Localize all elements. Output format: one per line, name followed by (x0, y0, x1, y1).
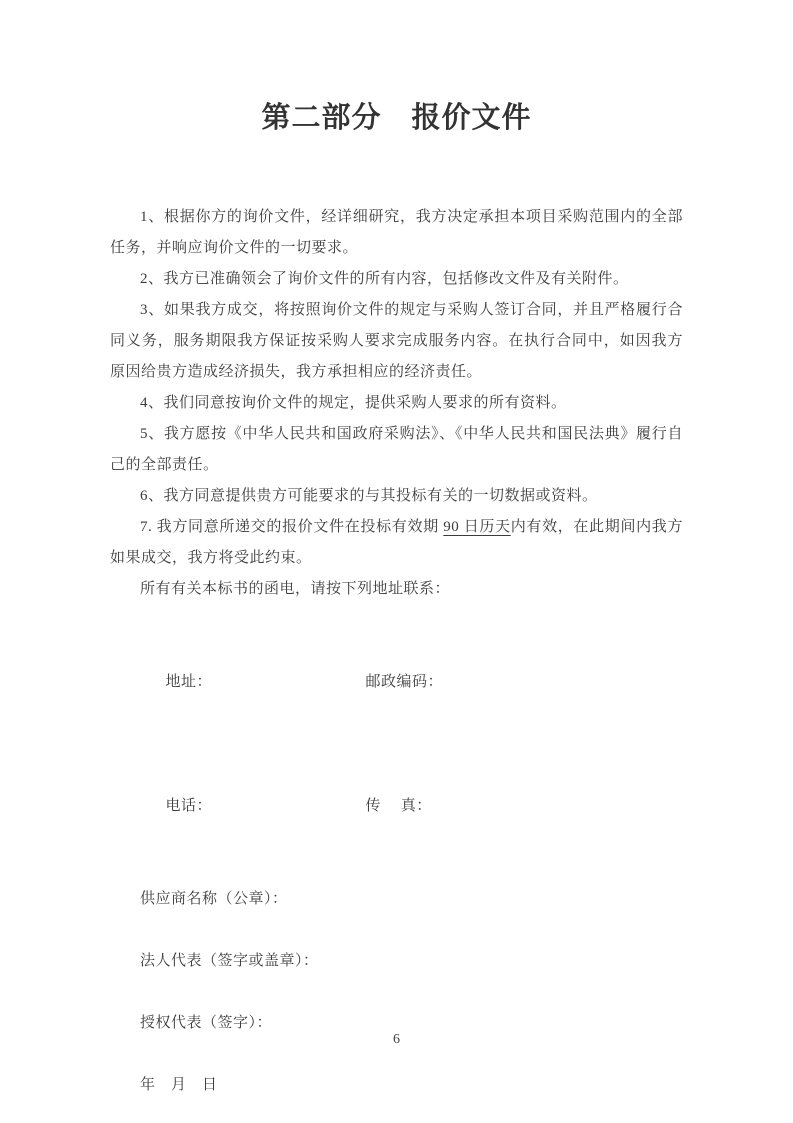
paragraph-7 (110, 512, 683, 574)
page-number: 6 (393, 1032, 400, 1047)
paragraph-7-tail: 内有效，在此期间内我方如果成交，我方将受此约束。 (110, 519, 683, 566)
paragraph-6: 6、我方同意提供贵方可能要求的与其投标有关的一切数据或资料。 (140, 488, 598, 504)
closing-sentence: 所有有关本标书的函电，请按下列地址联系： (140, 581, 451, 597)
authorized-representative-label: 授权代表（签字）： (140, 1015, 273, 1031)
validity-period-underlined: 90 日历天 (443, 519, 511, 535)
address-row (140, 636, 683, 729)
fax-label: 传 真： (365, 798, 432, 814)
paragraph-2: 2、我方已准确领会了询价文件的所有内容，包括修改文件及有关附件。 (140, 271, 629, 287)
address-label: 地址： (165, 674, 213, 690)
legal-representative-label: 法人代表（签字或盖章）： (140, 953, 319, 969)
document-body (110, 202, 683, 605)
phone-fax-row (140, 760, 683, 853)
supplier-name-label: 供应商名称（公章）： (140, 891, 288, 907)
paragraph-7-lead: 7. 我方同意所递交的报价文件在投标有效期 (140, 519, 444, 535)
paragraph-4: 4、我们同意按询价文件的规定，提供采购人要求的所有资料。 (140, 395, 567, 411)
postal-code-label: 邮政编码： (365, 674, 444, 690)
paragraph-1: 1、根据你方的询价文件，经详细研究，我方决定承担本项目采购范围内的全部任务，并响应询价文件的一切要求。 (110, 209, 683, 256)
page-title: 第二部分 报价文件 (261, 102, 532, 134)
date-label: 年 月 日 (140, 1077, 218, 1093)
phone-label: 电话： (165, 798, 213, 814)
paragraph-5: 5、我方愿按《中华人民共和国政府采购法》、《中华人民共和国民法典》履行自己的全部责任。 (110, 426, 683, 473)
paragraph-3: 3、如果我方成交，将按照询价文件的规定与采购人签订合同，并且严格履行合同义务，服务期限我方保证按采购人要求完成服务内容。在执行合同中，如因我方原因给贵方造成经济损失，我方承担相应的经济责任。 (110, 302, 683, 380)
